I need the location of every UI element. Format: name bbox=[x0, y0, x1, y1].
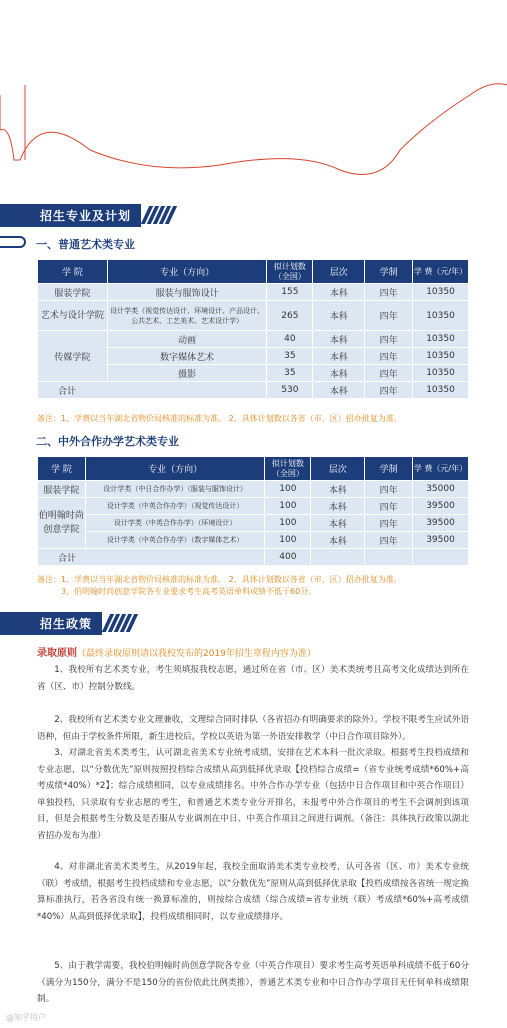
level-cell: 本科 bbox=[313, 331, 365, 348]
major-cell: 设计学类（中英合作办学）（环境设计） bbox=[85, 515, 265, 532]
stripes-decoration bbox=[104, 614, 134, 632]
college-cell: 服装学院 bbox=[38, 284, 108, 301]
plan-cell: 400 bbox=[265, 549, 311, 566]
fee-cell: 10350 bbox=[413, 382, 469, 399]
policy-heading bbox=[37, 644, 316, 659]
fee-cell: 10350 bbox=[413, 365, 469, 382]
college-cell: 传媒学院 bbox=[38, 331, 108, 382]
column-header: 学 费（元/年） bbox=[413, 260, 469, 284]
level-cell: 本科 bbox=[313, 348, 365, 365]
total-label: 合计 bbox=[38, 549, 265, 566]
years-cell: 四年 bbox=[365, 515, 413, 532]
plan-cell: 530 bbox=[267, 382, 313, 399]
level-cell: 本科 bbox=[311, 498, 365, 515]
level-cell: 本科 bbox=[311, 532, 365, 549]
decorative-curve-icon bbox=[0, 0, 507, 205]
empty-cell bbox=[311, 549, 365, 566]
plan-cell: 35 bbox=[267, 365, 313, 382]
years-cell: 四年 bbox=[365, 532, 413, 549]
major-cell: 设计学类（中英合作办学）（视觉传达设计） bbox=[85, 498, 265, 515]
fee-cell: 10350 bbox=[413, 331, 469, 348]
level-cell: 本科 bbox=[313, 382, 365, 399]
years-cell: 四年 bbox=[365, 301, 413, 331]
fee-cell: 39500 bbox=[413, 515, 469, 532]
pill-icon bbox=[0, 236, 26, 248]
policy-subtitle: （最终录取原则请以我校发布的2019年招生章程内容为准） bbox=[77, 649, 316, 659]
table-total-row bbox=[38, 549, 469, 566]
major-cell: 数字媒体艺术 bbox=[107, 348, 267, 365]
table2-note bbox=[37, 574, 402, 598]
major-cell: 设计学类（中英合作办学）（数字媒体艺术） bbox=[85, 532, 265, 549]
watermark: @知乎用户 bbox=[6, 1013, 46, 1022]
cooperative-majors-table bbox=[37, 456, 469, 566]
policy-paragraph-2: 2、我校所有艺术类专业文理兼收，文理综合同时排队（各省招办有明确要求的除外）。学校不限考生应试外语语种，但由于学校条件所限，新生进校后，学校以英语为第一外语安排教学（中日合作项目除外）。 bbox=[37, 715, 469, 742]
plan-cell: 100 bbox=[265, 515, 311, 532]
header-decoration bbox=[0, 0, 507, 205]
table-total-row bbox=[38, 382, 469, 399]
level-cell: 本科 bbox=[313, 301, 365, 331]
column-header: 层次 bbox=[313, 260, 365, 284]
policy-paragraph-3: 3、对湖北省美术类考生，认可湖北省美术专业统考成绩，安排在艺术本科一批次录取。根据考生投档成绩和专业志愿，以“分数优先”原则按照投档综合成绩从高到低择优录取【投档综合成绩=（省专业统考成绩*60%+高考成绩*40%）*2】；综合成绩相同，以专业成绩排名。中外合作办学专业（包括中日合作项目和中英合作项目）单独投档，只录取有专业志愿的考生，和普通艺术类专业分开排名，未报考中外合作项目的考生不会调剂到该项目，但是会根据考生分数及是否服从专业调剂在中日、中英合作项目之间进行调剂。（备注：具体执行政策以湖北省招办发布为准） bbox=[37, 748, 469, 841]
section-header-policy bbox=[0, 612, 134, 634]
note-line: 3、伯明翰时尚创意学院各专业要求考生高考英语单科成绩不低于60分。 bbox=[61, 587, 317, 596]
column-header: 学 院 bbox=[38, 260, 108, 284]
plan-cell: 35 bbox=[267, 348, 313, 365]
table-row bbox=[38, 498, 469, 515]
years-cell: 四年 bbox=[365, 284, 413, 301]
fee-cell: 35000 bbox=[413, 481, 469, 498]
policy-title: 录取原则 bbox=[37, 648, 77, 659]
table-row bbox=[38, 532, 469, 549]
section-title: 招生专业及计划 bbox=[0, 204, 141, 227]
years-cell: 四年 bbox=[365, 382, 413, 399]
years-cell: 四年 bbox=[365, 481, 413, 498]
major-cell: 设计学类（视觉传达设计、环境设计、产品设计、公共艺术、工艺美术、艺术设计学） bbox=[107, 301, 267, 331]
table-row bbox=[38, 331, 469, 348]
major-cell: 服装与服饰设计 bbox=[107, 284, 267, 301]
policy-paragraph-4: 4、对非湖北省美术类考生，从2019年起，我校全面取消美术类专业校考，认可各省（区、市）美术专业统（联）考成绩，根据考生投档成绩和专业志愿，以“分数优先”原则从高到低择优录取【投档成绩按各省统一规定换算标准执行，若各省没有统一换算标准的，则按综合成绩（综合成绩=省专业统（联）考成绩*60%+高考成绩*40%）从高到低择优录取】，投档成绩相同时，以专业成绩排序。 bbox=[37, 862, 469, 922]
column-header: 学制 bbox=[365, 260, 413, 284]
fee-cell: 10350 bbox=[413, 284, 469, 301]
plan-cell: 100 bbox=[265, 532, 311, 549]
major-cell: 动画 bbox=[107, 331, 267, 348]
table-row bbox=[38, 515, 469, 532]
column-header: 学制 bbox=[365, 457, 413, 481]
plan-cell: 265 bbox=[267, 301, 313, 331]
years-cell: 四年 bbox=[365, 365, 413, 382]
stripes-decoration bbox=[143, 206, 173, 224]
plan-cell: 100 bbox=[265, 481, 311, 498]
total-label: 合计 bbox=[38, 382, 267, 399]
table-row bbox=[38, 284, 469, 301]
years-cell: 四年 bbox=[365, 331, 413, 348]
column-header: 层次 bbox=[311, 457, 365, 481]
fee-cell: 10350 bbox=[413, 301, 469, 331]
level-cell: 本科 bbox=[311, 481, 365, 498]
column-header: 拟计划数（全国） bbox=[267, 260, 313, 284]
section-title: 招生政策 bbox=[0, 612, 102, 635]
table1-note: 备注：1、学费以当年湖北省物价局核准的标准为准。 2、具体计划数以各省（市、区）招办批复为准。 bbox=[37, 414, 402, 423]
college-cell: 服装学院 bbox=[38, 481, 86, 498]
table-row bbox=[38, 481, 469, 498]
column-header: 学 院 bbox=[38, 457, 86, 481]
column-header: 专业（方向） bbox=[107, 260, 267, 284]
plan-cell: 155 bbox=[267, 284, 313, 301]
policy-paragraph-1: 1、我校所有艺术类专业，考生须填报我校志愿，通过所在省（市、区）美术类统考且高考文化成绩达到所在省（区、市）控制分数线。 bbox=[37, 665, 469, 692]
general-majors-table bbox=[37, 259, 469, 399]
level-cell: 本科 bbox=[313, 365, 365, 382]
college-cell: 艺术与设计学院 bbox=[38, 301, 108, 331]
fee-cell: 10350 bbox=[413, 348, 469, 365]
fee-cell: 39500 bbox=[413, 532, 469, 549]
table-header-row bbox=[38, 457, 469, 481]
major-cell: 摄影 bbox=[107, 365, 267, 382]
column-header: 拟计划数（全国） bbox=[265, 457, 311, 481]
years-cell: 四年 bbox=[365, 348, 413, 365]
empty-cell bbox=[413, 549, 469, 566]
table-row bbox=[38, 301, 469, 331]
column-header: 专业（方向） bbox=[85, 457, 265, 481]
level-cell: 本科 bbox=[313, 284, 365, 301]
level-cell: 本科 bbox=[311, 515, 365, 532]
major-cell: 设计学类（中日合作办学）（服装与服饰设计） bbox=[85, 481, 265, 498]
column-header: 学 费（元/年） bbox=[413, 457, 469, 481]
years-cell: 四年 bbox=[365, 498, 413, 515]
sub-heading-general: 一、普通艺术类专业 bbox=[36, 238, 135, 251]
college-cell: 伯明翰时尚创意学院 bbox=[38, 498, 86, 549]
sub-heading-cooperative: 二、中外合作办学艺术类专业 bbox=[36, 435, 179, 448]
plan-cell: 40 bbox=[267, 331, 313, 348]
note-line: 备注：1、学费以当年湖北省物价局核准的标准为准。 2、具体计划数以各省（市、区）招办批复为准。 bbox=[37, 575, 402, 584]
fee-cell: 39500 bbox=[413, 498, 469, 515]
policy-paragraph-5: 5、由于教学需要，我校伯明翰时尚创意学院各专业（中英合作项目）要求考生高考英语单科成绩不低于60分（满分为150分，满分不是150分的省份依此比例类推），普通艺术类专业和中日合作办学项目无任何单科成绩限制。 bbox=[37, 961, 469, 1005]
plan-cell: 100 bbox=[265, 498, 311, 515]
empty-cell bbox=[365, 549, 413, 566]
table-header-row bbox=[38, 260, 469, 284]
section-header-enrollment bbox=[0, 204, 173, 226]
